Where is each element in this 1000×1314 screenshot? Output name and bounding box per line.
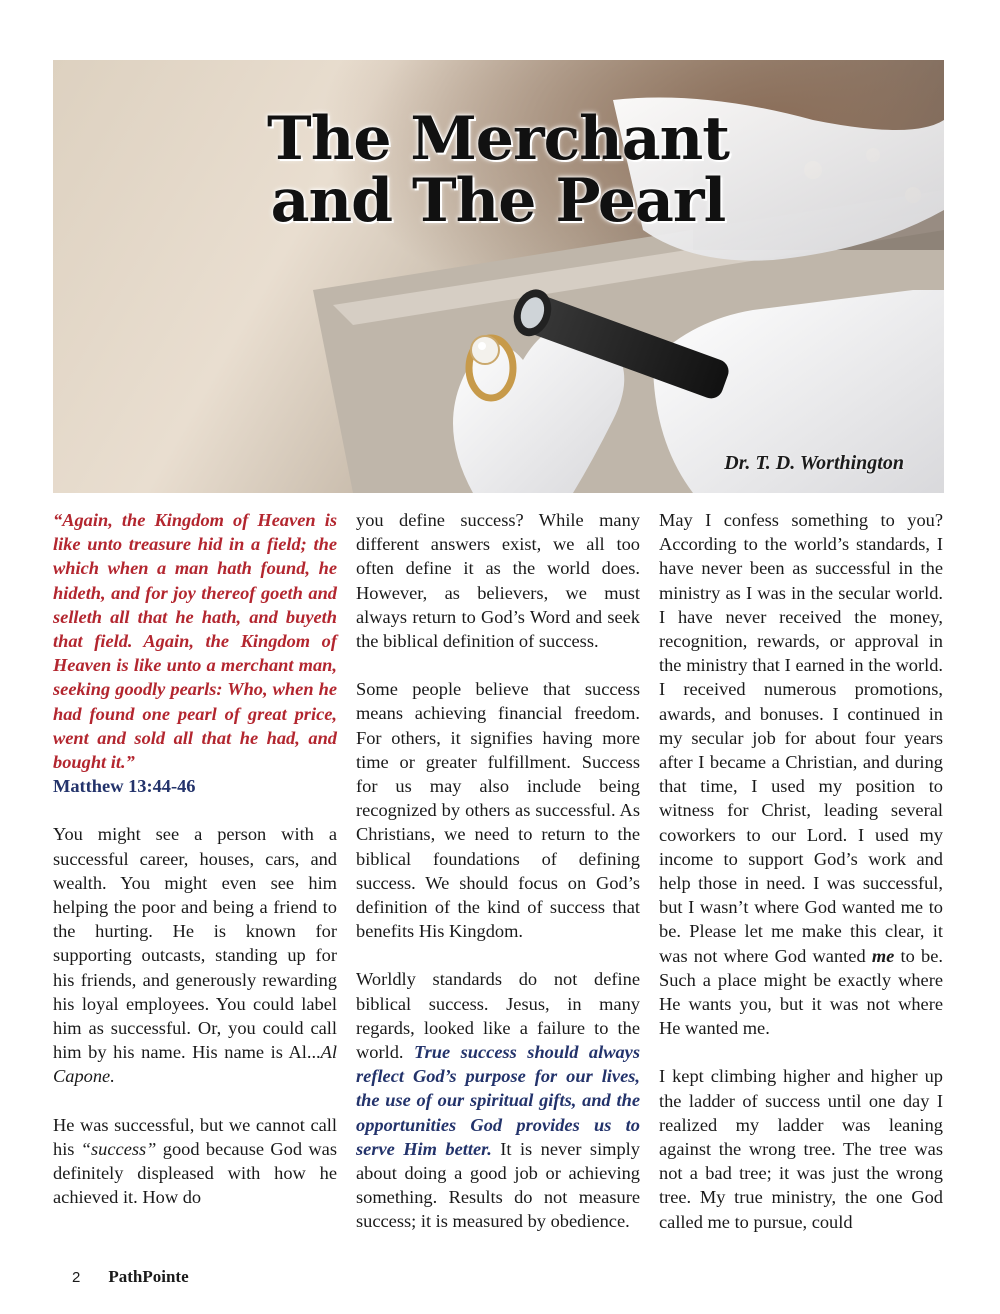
scripture-quote: “Again, the Kingdom of Heaven is like unto treasure hid in a field; the which when a man hath found, he hideth, and for joy thereof goeth and selleth all that he hath, and buyeth that field. Again, the Kingdom of Heaven is like unto a merchant man, seeking goodly pearls: Who, when he had found one pearl of great price, went and sold all that he had, and bought it.” bbox=[53, 510, 337, 773]
page-footer bbox=[72, 1267, 189, 1287]
paragraph-text: You might see a person with a successful career, houses, cars, and wealth. You might even see him helping the poor and being a friend to the hurting. He is known for supporting outcasts, standing up for his friends, and generously rewarding his loyal employees. You could label him as successful. Or, you could call him by his name. His name is Al... bbox=[53, 824, 337, 1063]
paragraph bbox=[356, 967, 640, 1233]
article-title-line-2: and The Pearl bbox=[270, 166, 726, 236]
italic-name: Al Capone. bbox=[53, 1042, 337, 1087]
paragraph-text: It is never simply about doing a good job or achieving something. Results do not measure success; it is measured by obedience. bbox=[356, 1138, 640, 1232]
paragraph: you define success? While many different answers exist, we all too often define it as the world does. However, as believers, we must always return to God’s Word and seek the biblical definition of success. bbox=[356, 510, 640, 652]
paragraph bbox=[53, 1113, 337, 1210]
article-title-line-1: The Merchant bbox=[267, 104, 729, 174]
emphasized-statement: True success should always reflect God’s purpose for our lives, the use of our spiritual gifts, and the opportunities God provides us to serve Him better. bbox=[356, 1042, 640, 1159]
paragraph-text: He was successful, but we cannot call his bbox=[53, 1114, 337, 1159]
column-2 bbox=[356, 508, 640, 1258]
paragraph bbox=[659, 508, 943, 1040]
paragraph-text: Worldly standards do not define biblical success. Jesus, in many regards, looked like a failure to the world. bbox=[356, 969, 640, 1063]
paragraph-text: good because God was definitely displeased with how he achieved it. How do bbox=[53, 1138, 337, 1208]
scripture-reference: Matthew 13:44-46 bbox=[53, 776, 196, 797]
column-3 bbox=[659, 508, 943, 1258]
article-title bbox=[258, 104, 738, 236]
paragraph-text: May I confess something to you? According to the world’s standards, I have never been as successful in the ministry as I was in the secular world. I have never received the money, recognition, rewards, or approval in the ministry that I earned in the world. I received numerous promotions, awards, and bonuses. I continued in my secular job for about four years after I became a Christian, and during that time, I used my position to witness for Christ, leading several coworkers to our Lord. I used my income to support God’s work and help those in need. I was successful, but I wasn’t where God wanted me to be. Please let me make this clear, it was not where God wanted bbox=[659, 510, 943, 966]
paragraph bbox=[53, 822, 337, 1088]
italic-word: “success” bbox=[80, 1138, 157, 1159]
column-1 bbox=[53, 508, 337, 1233]
paragraph-text: to be. Such a place might be exactly where He wants you, but it was not where He wanted me. bbox=[659, 945, 943, 1039]
hero-image bbox=[53, 60, 944, 493]
paragraph: Some people believe that success means achieving financial freedom. For others, it signifies having more time or greater fulfillment. Success for us may also include being recognized by others as successful. As Christians, we need to return to the biblical foundations of defining success. We should focus on God’s definition of the kind of success that benefits His Kingdom. bbox=[356, 679, 640, 942]
paragraph: I kept climbing higher and higher up the ladder of success until one day I realized my ladder was leaning against the wrong tree. The tree was not a bad tree; it was just the wrong tree. My true ministry, the one God called me to pursue, could bbox=[659, 1066, 943, 1232]
page-number: 2 bbox=[72, 1269, 81, 1286]
emphasized-word: me bbox=[871, 945, 895, 966]
author-byline: Dr. T. D. Worthington bbox=[724, 452, 904, 474]
publication-name: PathPointe bbox=[108, 1267, 189, 1286]
